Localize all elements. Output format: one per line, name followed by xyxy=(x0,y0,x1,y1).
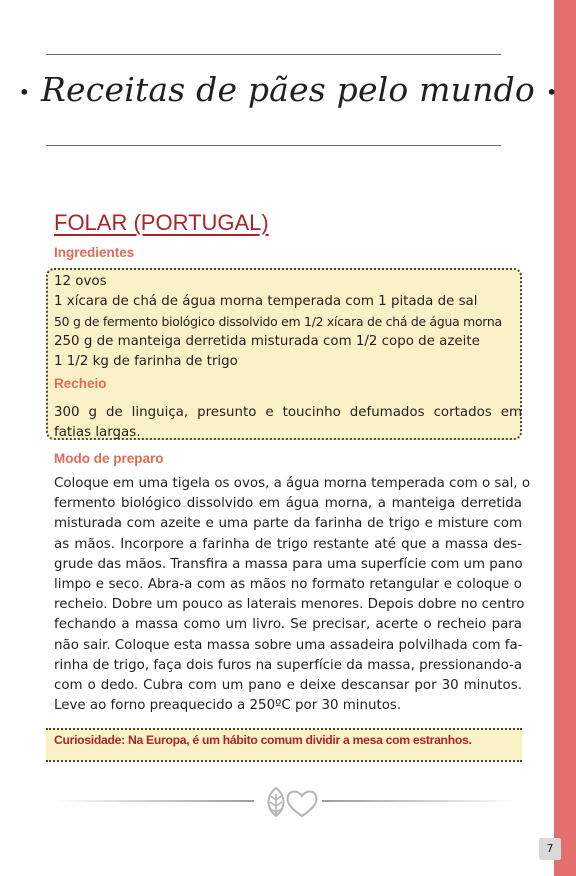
method-line: não sair. Coloque esta massa sobre uma assadeira polvilhada com fa- xyxy=(54,637,523,653)
method-text xyxy=(54,474,531,716)
ingredients-heading: Ingredientes xyxy=(54,245,135,260)
side-color-band xyxy=(554,0,576,876)
ingredient-item: 12 ovos xyxy=(54,274,107,289)
ingredient-item: 50 g de fermento biológico dissolvido em 1/2 xícara de chá de água morna xyxy=(54,314,502,329)
method-line: limpo e seco. Abra-a com as mãos no formato retangular e coloque o xyxy=(54,577,522,593)
title-ornament-left: • xyxy=(18,80,31,104)
method-heading: Modo de preparo xyxy=(54,451,164,466)
filling-line: 300 g de linguiça, presunto e toucinho defumados cortados em xyxy=(54,405,522,420)
method-line: fechando a massa como um livro. Se precisar, acerte o recheio para xyxy=(54,617,522,633)
filling-heading: Recheio xyxy=(54,376,107,391)
header-bottom-rule xyxy=(46,145,501,146)
curiosity-note: Curiosidade: Na Europa, é um hábito comum dividir a mesa com estranhos. xyxy=(54,733,472,747)
filling-line: fatias largas. xyxy=(54,425,141,441)
method-line: Leve ao forno preaquecido a 250ºC por 30 minutos. xyxy=(54,698,402,714)
method-line: com o dedo. Cubra com um pano e deixe descansar por 30 minutos. xyxy=(54,678,522,694)
header-top-rule xyxy=(46,54,501,55)
method-line: Coloque em uma tigela os ovos, a água morna temperada com o sal, o xyxy=(54,476,531,491)
leaf-heart-icon xyxy=(260,784,318,820)
ingredient-item: 1 1/2 kg de farinha de trigo xyxy=(54,354,238,369)
method-line: grude das mãos. Transfira a massa para uma superfície com um pano xyxy=(54,556,523,572)
method-line: fermento biológico dissolvido em água morna, a manteiga derretida xyxy=(54,496,522,512)
filling-text xyxy=(54,403,522,443)
ingredient-item: 250 g de manteiga derretida misturada com 1/2 copo de azeite xyxy=(54,334,480,349)
method-line: recheio. Dobre um pouco as laterais menores. Depois dobre no centro xyxy=(54,597,525,613)
page-number: 7 xyxy=(539,838,561,860)
method-line: as mãos. Incorpore a farinha de trigo restante até que a massa des- xyxy=(54,536,522,552)
title-ornament-right: • xyxy=(545,80,558,104)
ingredient-item: 1 xícara de chá de água morna temperada com 1 pitada de sal xyxy=(54,294,478,309)
footer-divider-left xyxy=(54,800,254,802)
recipe-title: FOLAR (PORTUGAL) xyxy=(54,210,269,235)
method-line: misturada com azeite e uma parte da farinha de trigo e misture com xyxy=(54,516,522,532)
page-title xyxy=(0,70,576,109)
page-title-text: Receitas de pães pelo mundo xyxy=(41,70,535,109)
method-line: rinha de trigo, faça dois furos na superfície da massa, pressionando-a xyxy=(54,657,523,673)
footer-divider-right xyxy=(322,800,518,802)
